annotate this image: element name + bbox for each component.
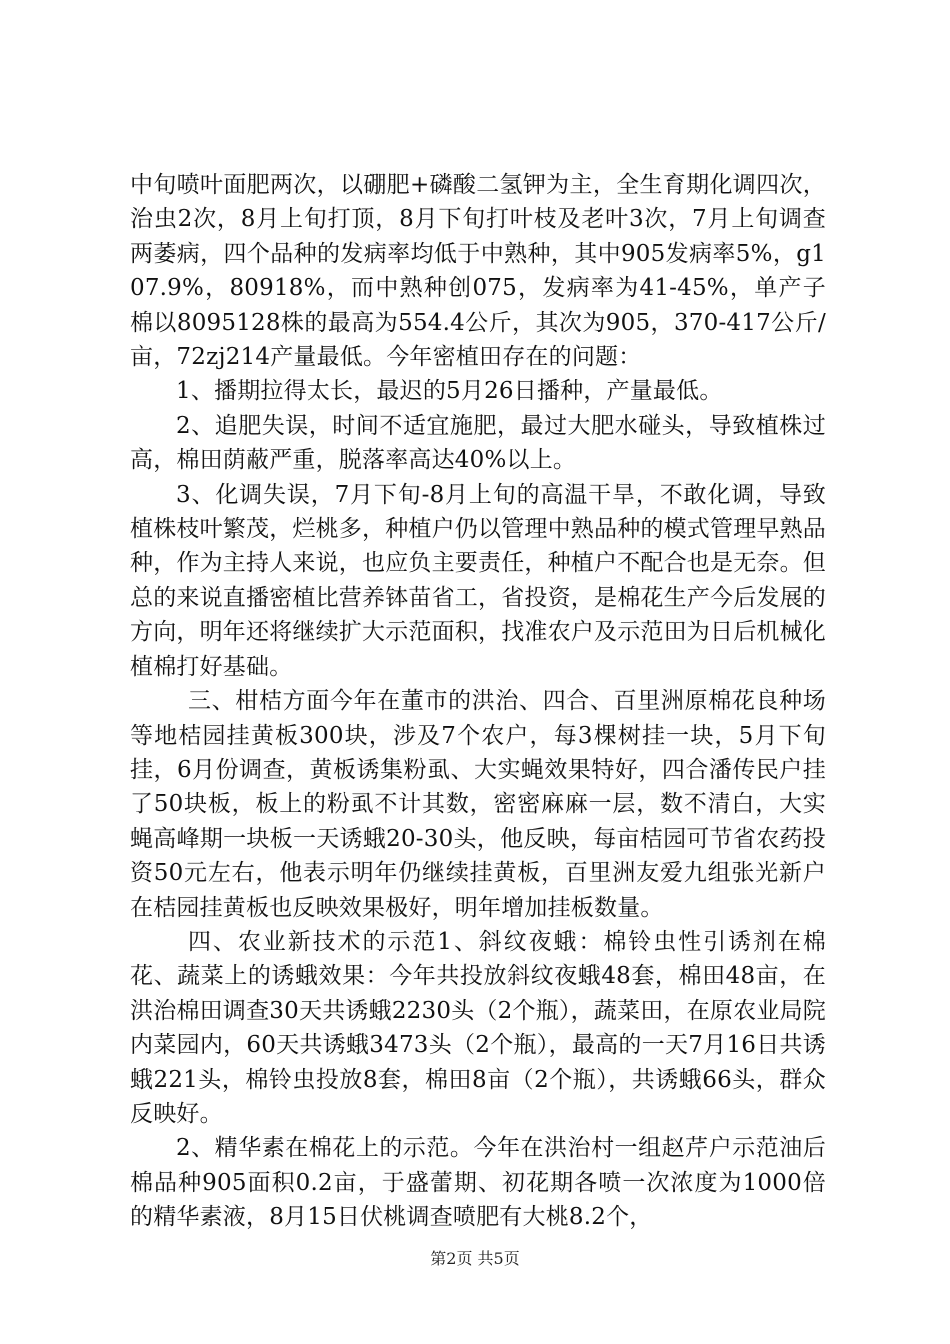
paragraph-section-citrus: 三、柑桔方面今年在董市的洪治、四合、百里洲原棉花良种场等地桔园挂黄板300块，涉及7个农户，每3棵树挂一块，5月下旬挂，6月份调查，黄板诱集粉虱、大实蝇效果特好，四合潘传民户挂了50块板，板上的粉虱不计其数，密密麻麻一层，数不清白，大实蝇高峰期一块板一天诱蛾20-30头，他反映，每亩桔园可节省农药投资50元左右，他表示明年仍继续挂黄板，百里洲友爱九组张光新户在桔园挂黄板也反映效果极好，明年增加挂板数量。 xyxy=(130,688,826,921)
paragraph-continuation: 中旬喷叶面肥两次，以硼肥+磷酸二氢钾为主，全生育期化调四次，治虫2次，8月上旬打顶，8月下旬打叶枝及老叶3次，7月上旬调查两萎病，四个品种的发病率均低于中熟种，其中905发病率5%，g107.9%，80918%，而中熟种创075，发病率为41-45%，单产子棉以8095128株的最高为554.4公斤，其次为905，370-417公斤/亩，72zj214产量最低。今年密植田存在的问题： xyxy=(130,172,826,371)
paragraph-section-new-tech: 四、农业新技术的示范1、斜纹夜蛾：棉铃虫性引诱剂在棉花、蔬菜上的诱蛾效果：今年共投放斜纹夜蛾48套，棉田48亩，在洪治棉田调查30天共诱蛾2230头（2个瓶），蔬菜田，在原农业局院内菜园内，60天共诱蛾3473头（2个瓶），最高的一天7月16日共诱蛾221头，棉铃虫投放8套，棉田8亩（2个瓶），共诱蛾66头，群众反映好。 xyxy=(130,928,826,1127)
paragraph-problem-3: 3、化调失误，7月下旬-8月上旬的高温干旱，不敢化调，导致植株枝叶繁茂，烂桃多，种植户仍以管理中熟品种的模式管理早熟品种，作为主持人来说，也应负主要责任，种植户不配合也是无奈。但总的来说直播密植比营养钵苗省工，省投资，是棉花生产今后发展的方向，明年还将继续扩大示范面积，找准农户及示范田为日后机械化植棉打好基础。 xyxy=(130,481,826,680)
paragraph-problem-2: 2、追肥失误，时间不适宜施肥，最过大肥水碰头，导致植株过高，棉田荫蔽严重，脱落率高达40%以上。 xyxy=(130,412,826,474)
paragraph-essence-demo: 2、精华素在棉花上的示范。今年在洪治村一组赵芹户示范油后棉品种905面积0.2亩，于盛蕾期、初花期各喷一次浓度为1000倍的精华素液，8月15日伏桃调查喷肥有大桃8.2个， xyxy=(130,1135,826,1231)
page-number-footer: 第2页 共5页 xyxy=(430,1249,520,1268)
document-body xyxy=(130,168,826,1235)
paragraph-problem-1: 1、播期拉得太长，最迟的5月26日播种，产量最低。 xyxy=(176,378,723,405)
